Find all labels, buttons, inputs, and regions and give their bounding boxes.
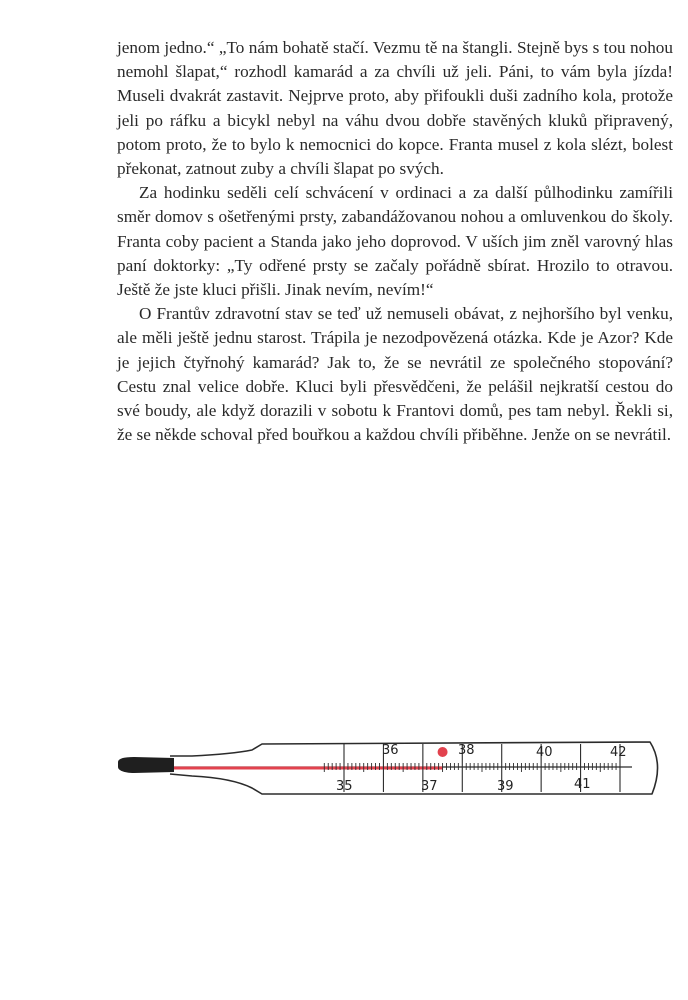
paragraph-3: O Frantův zdravotní stav se teď už nemuseli obávat, z nejhoršího byl venku, ale měli ještě jednu starost. Trápila je nezodpovězená otázka. Kde je Azor? Kde je jejich čtyřnohý kamarád? Jak to, že se nevrátil ze společného stopování? Cestu znal velice dobře. Kluci byli přesvědčeni, že pelášil nejkratší cestou do své boudy, ale když dorazili v sobotu k Frantovi domů, pes tam nebyl. Řekli si, že se někde schoval před bouřkou a každou chvíli přiběhne. Jenže on se nevrátil. [117,304,673,445]
thermometer-bulb [118,757,174,773]
thermometer-illustration [112,722,672,822]
paragraph-2: Za hodinku seděli celí schvácení v ordinaci a za další půlhodinku zamířili směr domov s ošetřenými prsty, zabandážovanou nohou a omluvenkou do školy. Franta coby pacient a Standa jako jeho doprovod. V uších jim zněl varovný hlas paní doktorky: „Ty odřené prsty se začaly pořádně sbírat. Hrozilo to otravou. Ještě že jste kluci přišli. Jinak nevím, nevím!“ [117,183,673,300]
scale-label-lower: 41 [574,777,591,792]
scale-label-lower: 37 [421,779,438,794]
scale-label-upper: 36 [382,743,399,758]
body-text [117,36,673,447]
scale-label-lower: 35 [336,779,353,794]
mercury-marker [438,747,448,757]
scale-label-lower: 39 [497,779,514,794]
scale-label-upper: 38 [458,743,475,758]
scale-label-upper: 40 [536,745,553,760]
paragraph-1: jenom jedno.“ „To nám bohatě stačí. Vezmu tě na štangli. Stejně bys s tou nohou nemohl šlapat,“ rozhodl kamarád a za chvíli už jeli. Páni, to vám byla jízda! Museli dvakrát zastavit. Nejprve proto, aby přifoukli duši zadního kola, protože jeli po ráfku a bicykl nebyl na váhu dvou dobře stavěných kluků připravený, potom proto, že to bylo k nemocnici do kopce. Franta musel z kola slézt, bolest překonat, zatnout zuby a chvíli šlapat po svých. [117,38,673,179]
scale-label-upper: 42 [610,745,627,760]
